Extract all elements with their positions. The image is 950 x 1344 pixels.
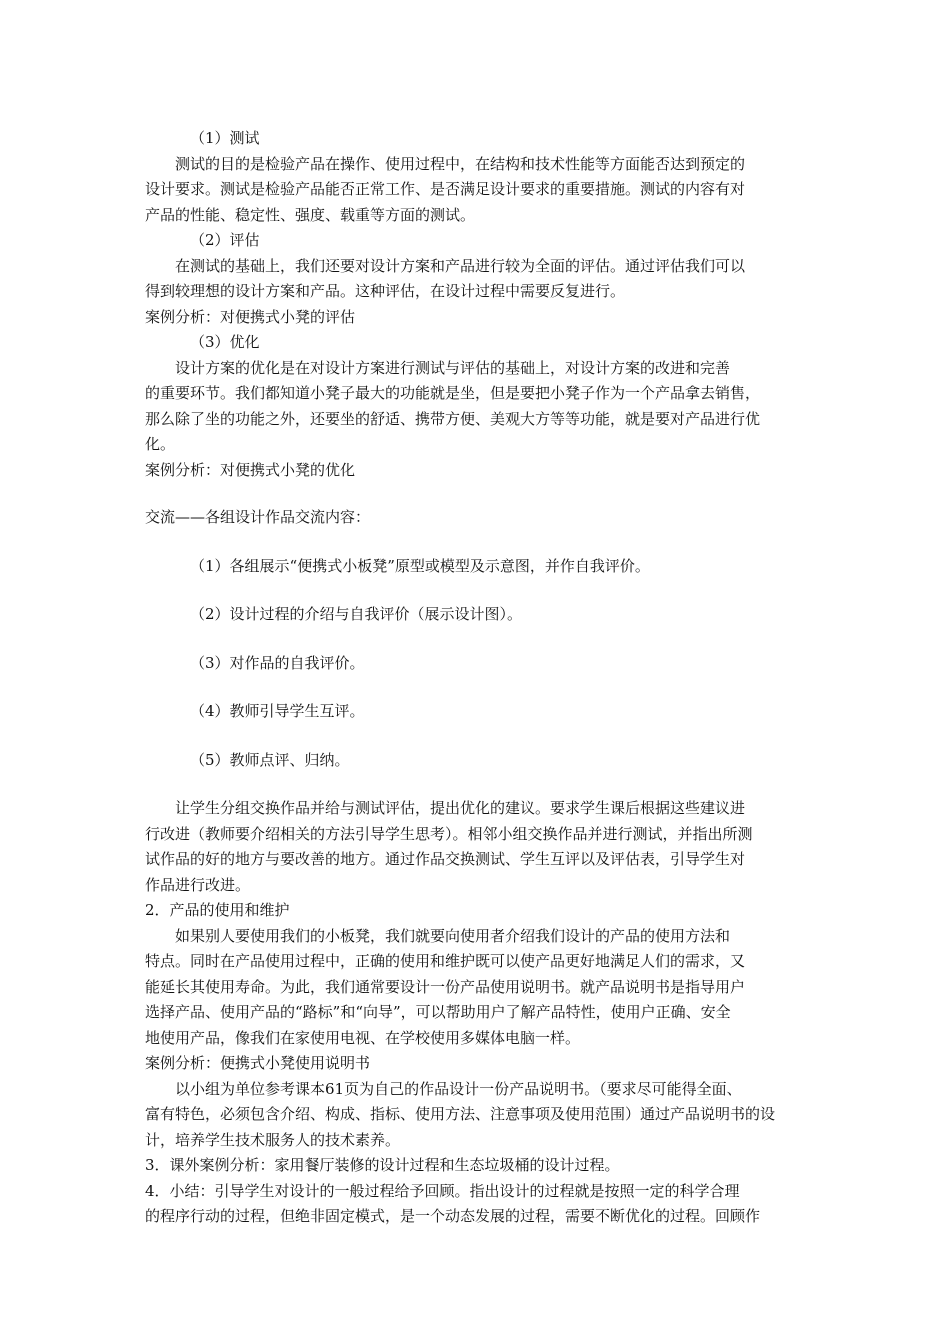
spacer [145,676,810,699]
text-line: （2）评估 [190,231,260,249]
text-line: 的重要环节。我们都知道小凳子最大的功能就是坐，但是要把小凳子作为一个产品拿去销售， [145,384,761,402]
text-line: 计，培养学生技术服务人的技术素养。 [145,1130,401,1149]
text-line: （3）优化 [190,333,260,351]
text-line: 在测试的基础上，我们还要对设计方案和产品进行较为全面的评估。通过评估我们可以 [175,256,746,275]
text-line: 那么除了坐的功能之外，还要坐的舒适、携带方便、美观大方等等功能，就是要对产品进行优 [145,409,761,428]
list-item: （1）各组展示“便携式小板凳”原型或模型及示意图，并作自我评价。 [190,556,650,575]
list-item: （4）教师引导学生互评。 [190,702,365,720]
text-line: 3．课外案例分析：家用餐厅装修的设计过程和生态垃圾桶的设计过程。 [145,1156,620,1174]
text-line: 设计要求。测试是检验产品能否正常工作、是否满足设计要求的重要措施。测试的内容有对 [145,180,746,198]
text-line: 选择产品、使用产品的“路标”和“向导”，可以帮助用户了解产品特性，使用户正确、安全 [145,1003,731,1021]
spacer [145,725,810,748]
text-line: 地使用产品，像我们在家使用电视、在学校使用多媒体电脑一样。 [145,1028,581,1047]
text-line: 试作品的好的地方与要改善的地方。通过作品交换测试、学生互评以及评估表，引导学生对 [145,850,746,868]
text-line: 交流——各组设计作品交流内容： [145,508,371,526]
text-line: 产品的性能、稳定性、强度、载重等方面的测试。 [145,205,476,224]
text-line: 特点。同时在产品使用过程中，正确的使用和维护既可以使产品更好地满足人们的需求，又 [145,952,746,970]
section-use-and-maintenance [145,796,810,1230]
spacer [145,531,810,554]
document-body [145,126,810,1230]
text-line: 4．小结：引导学生对设计的一般过程给予回顾。指出设计的过程就是按照一定的科学合理 [145,1181,740,1200]
text-line: 富有特色，必须包含介绍、构成、指标、使用方法、注意事项及使用范围）通过产品说明书的设 [145,1105,776,1123]
text-line: 设计方案的优化是在对设计方案进行测试与评估的基础上，对设计方案的改进和完善 [175,358,731,377]
spacer [145,773,810,796]
section-test-evaluate-optimize [145,126,810,483]
text-line: 能延长其使用寿命。为此，我们通常要设计一份产品使用说明书。就产品说明书是指导用户 [145,977,746,996]
text-line: 得到较理想的设计方案和产品。这种评估，在设计过程中需要反复进行。 [145,282,626,300]
text-line: 案例分析：对便携式小凳的评估 [145,307,356,326]
text-line: 测试的目的是检验产品在操作、使用过程中，在结构和技术性能等方面能否达到预定的 [175,154,746,173]
text-line: 案例分析：对便携式小凳的优化 [145,460,356,479]
text-line: 如果别人要使用我们的小板凳，我们就要向使用者介绍我们设计的产品的使用方法和 [175,926,731,945]
spacer [145,628,810,651]
text-line: 的程序行动的过程，但绝非固定模式，是一个动态发展的过程，需要不断优化的过程。回顾作 [145,1207,761,1225]
text-line: 化。 [145,435,176,453]
text-line: （1）测试 [190,129,260,147]
list-item: （5）教师点评、归纳。 [190,750,350,769]
text-line: 让学生分组交换作品并给与测试评估，提出优化的建议。要求学生课后根据这些建议进 [175,799,746,817]
list-item: （3）对作品的自我评价。 [190,653,365,672]
text-line: 2．产品的使用和维护 [145,901,290,919]
section-exchange-heading [145,505,810,531]
spacer [145,579,810,602]
text-line: 行改进（教师要介绍相关的方法引导学生思考）。相邻小组交换作品并进行测试，并指出所测 [145,824,753,843]
section-exchange-list [145,531,810,774]
list-item: （2）设计过程的介绍与自我评价（展示设计图）。 [190,605,523,623]
text-line: 以小组为单位参考课本61页为自己的作品设计一份产品说明书。（要求尽可能得全面、 [175,1079,742,1098]
text-line: 作品进行改进。 [145,875,251,894]
spacer [145,483,810,505]
text-line: 案例分析：便携式小凳使用说明书 [145,1054,371,1072]
